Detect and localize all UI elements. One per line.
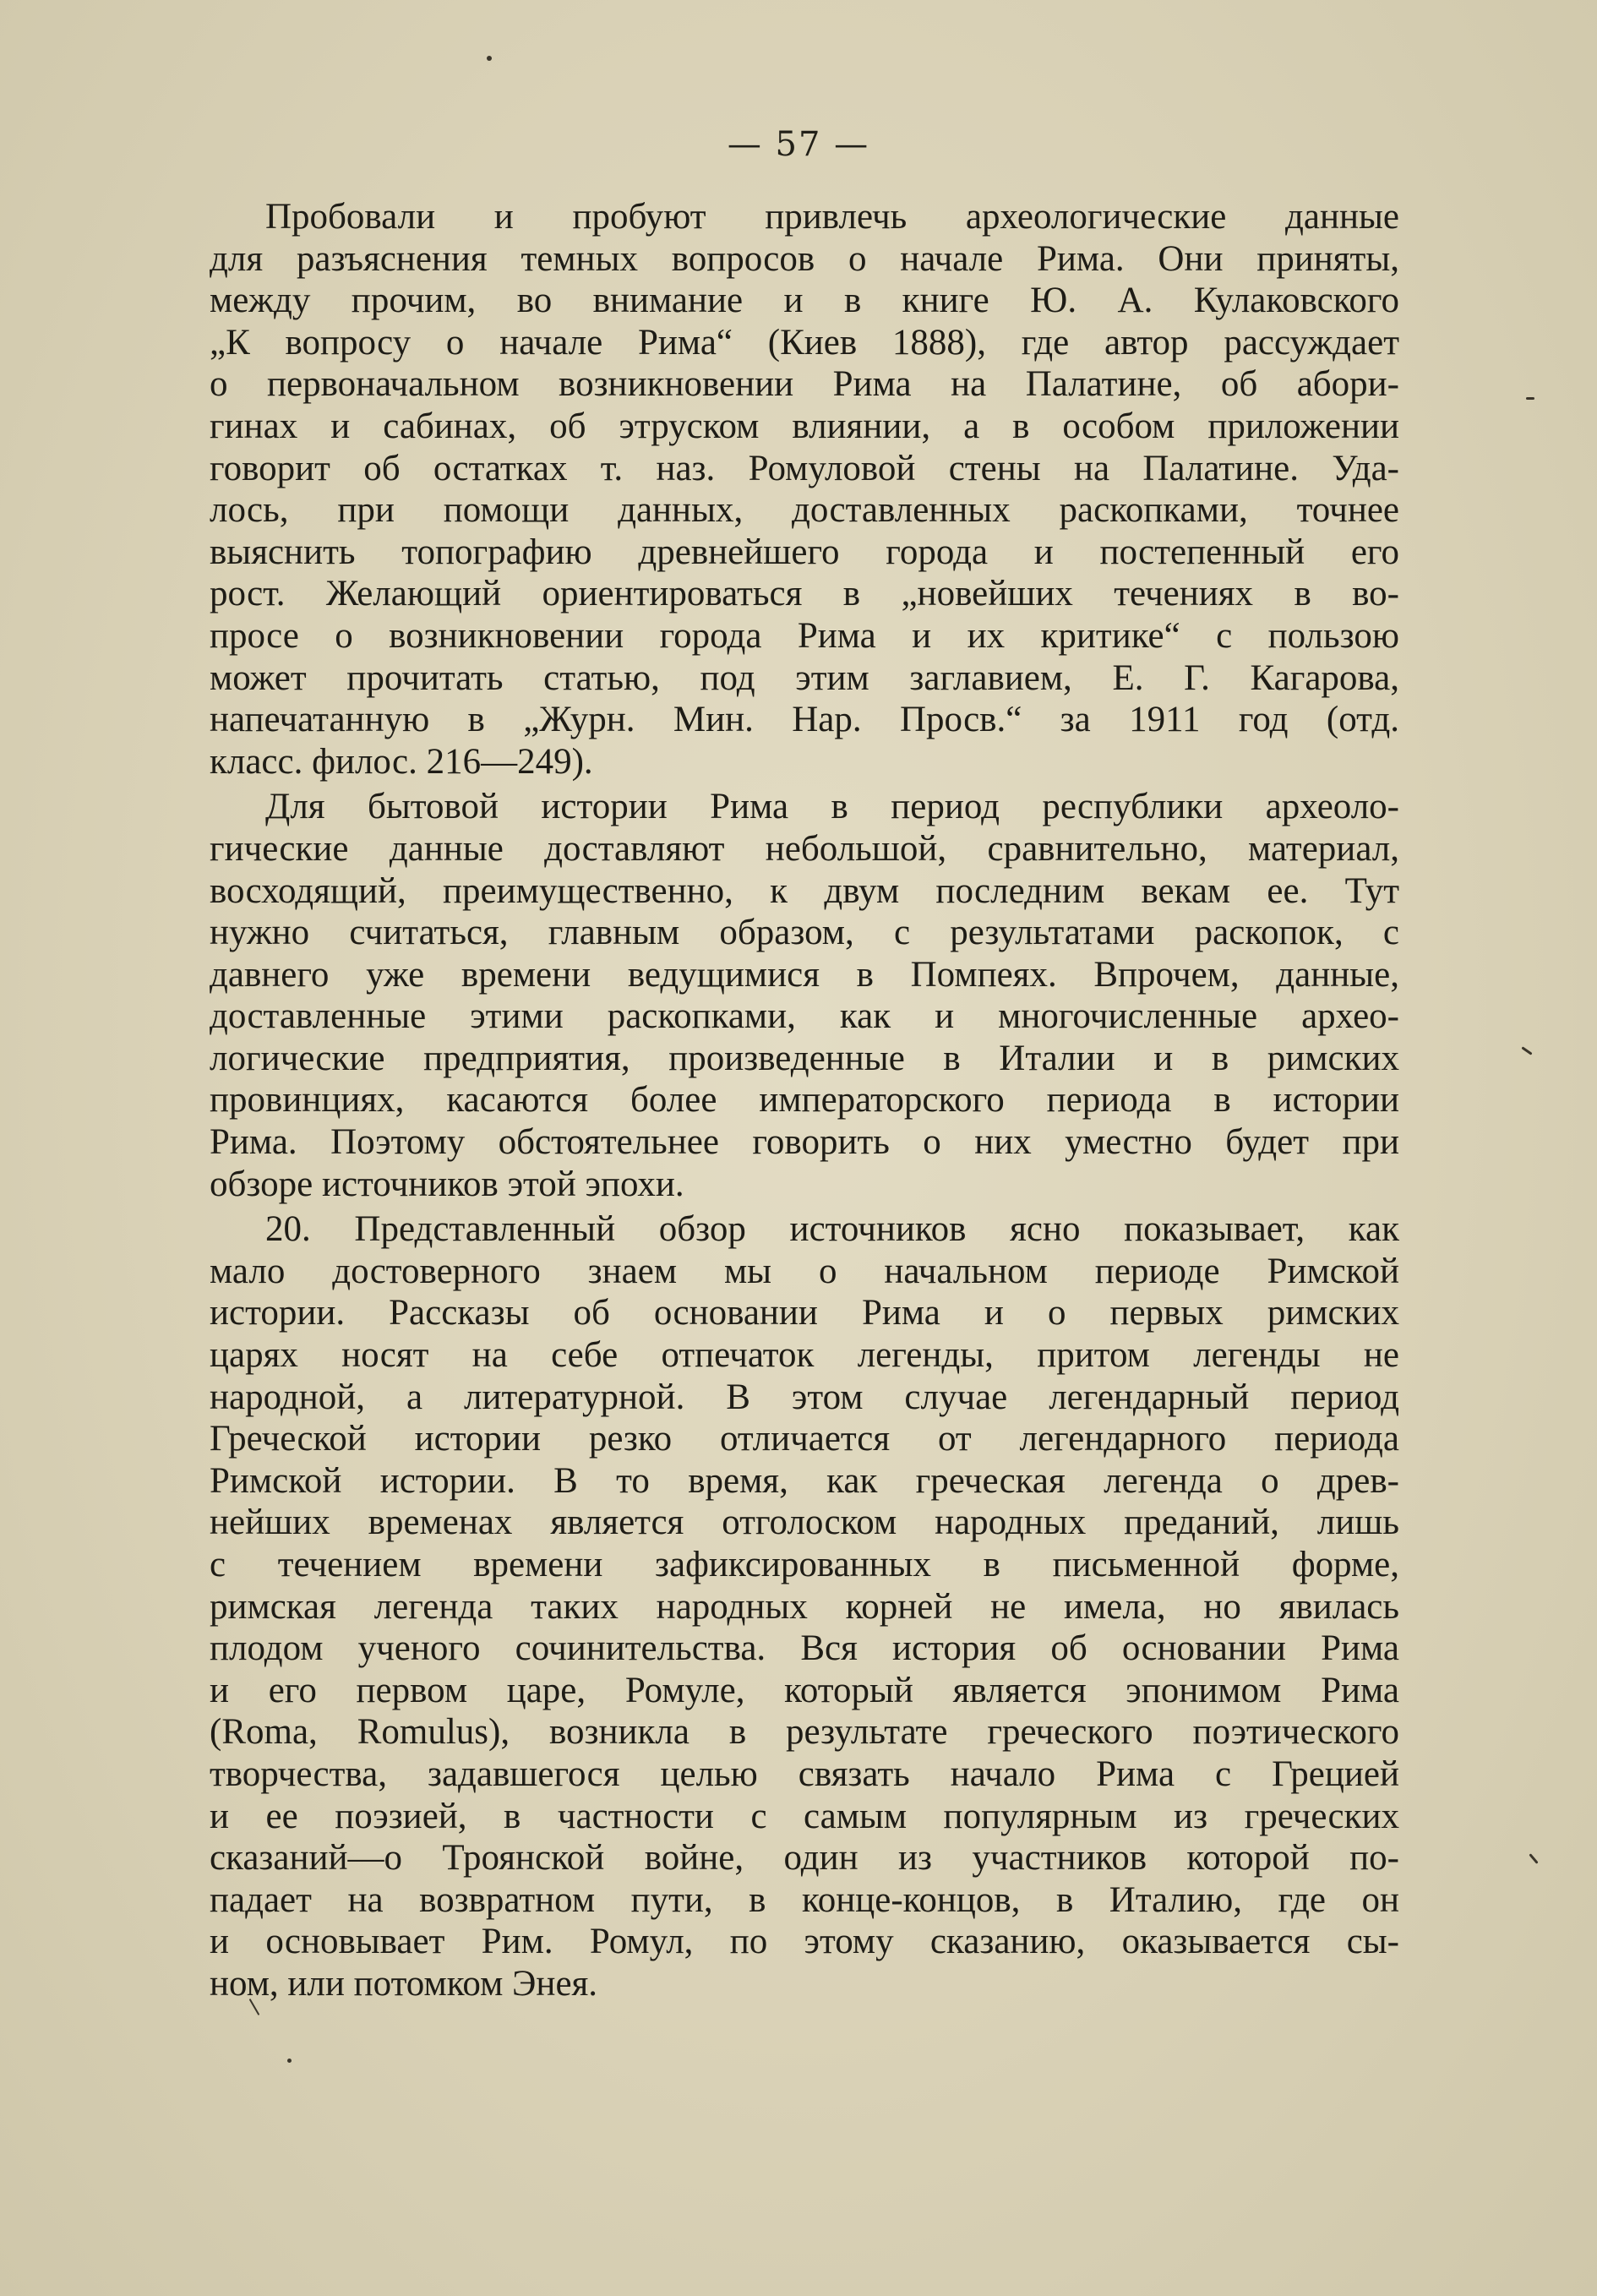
text-line: Для бытовой истории Рима в период республики археоло- [265, 787, 1399, 827]
text-line: доставленные этими раскопками, как и многочисленные архео- [210, 996, 1399, 1037]
text-line: обзоре источников этой эпохи. [210, 1164, 684, 1204]
text-line: нужно считаться, главным образом, с результатами раскопок, с [210, 913, 1399, 953]
text-line: провинциях, касаются более императорского периода в истории [210, 1080, 1399, 1121]
text-line: ном, или потомком Энея. [210, 1963, 598, 2004]
text-line: для разъяснения темных вопросов о начале Рима. Они приняты, [210, 238, 1399, 279]
text-line: истории. Рассказы об основании Рима и о первых римских [210, 1293, 1399, 1333]
text-line: рост. Желающий ориентироваться в „новейших течениях в во- [210, 574, 1399, 614]
text-line: восходящий, преимущественно, к двум последним векам ее. Тут [210, 870, 1399, 911]
paper-speck [1529, 1853, 1538, 1864]
text-line: о первоначальном возникновении Рима на Палатине, об абори- [210, 364, 1399, 405]
paper-speck [1521, 1046, 1532, 1055]
text-line: Римской истории. В то время, как греческая легенда о древ- [210, 1460, 1399, 1501]
text-line: мало достоверного знаем мы о начальном периоде Римской [210, 1251, 1399, 1291]
text-line: говорит об остатках т. наз. Ромуловой стены на Палатине. Уда- [210, 448, 1399, 488]
text-line: и основывает Рим. Ромул, по этому сказанию, оказывается сы- [210, 1922, 1399, 1962]
text-line: может прочитать статью, под этим заглавием, Е. Г. Кагарова, [210, 657, 1399, 698]
text-line: класс. филос. 216—249). [210, 741, 593, 782]
text-line: Греческой истории резко отличается от легендарного периода [210, 1419, 1399, 1459]
text-line: падает на возвратном пути, в конце-концов, в Италию, где он [210, 1879, 1399, 1920]
text-line: царях носят на себе отпечаток легенды, притом легенды не [210, 1335, 1399, 1376]
paper-speck [1526, 397, 1534, 400]
text-line: Рима. Поэтому обстоятельнее говорить о них уместно будет при [210, 1122, 1399, 1163]
text-line: 20. Представленный обзор источников ясно показывает, как [265, 1209, 1399, 1250]
text-line: Пробовали и пробуют привлечь археологические данные [265, 197, 1399, 237]
text-line: просе о возникновении города Рима и их критике“ с пользою [210, 615, 1399, 656]
text-line: „К вопросу о начале Рима“ (Киев 1888), где автор рассуждает [210, 322, 1399, 363]
paragraph-section-20 [210, 1208, 1399, 2004]
text-line: римская легенда таких народных корней не имела, но явилась [210, 1586, 1399, 1627]
text-line: гические данные доставляют небольшой, сравнительно, материал, [210, 828, 1399, 869]
paper-speck [287, 2059, 292, 2063]
text-line: и ее поэзией, в частности с самым популярным из греческих [210, 1796, 1399, 1836]
text-line: народной, а литературной. В этом случае легендарный период [210, 1377, 1399, 1417]
paper-speck [487, 56, 492, 61]
page-number: — 57 — [727, 125, 870, 164]
text-line: плодом ученого сочинительства. Вся история об основании Рима [210, 1628, 1399, 1669]
text-line: сказаний—о Троянской войне, один из участников которой по- [210, 1838, 1399, 1879]
text-line: (Roma, Romulus), возникла в результате греческого поэтического [210, 1712, 1399, 1753]
text-line: нейших временах является отголоском народных преданий, лишь [210, 1502, 1399, 1543]
text-line: логические предприятия, произведенные в Италии и в римских [210, 1038, 1399, 1078]
paragraph-daily-life [210, 786, 1399, 1205]
text-line: и его первом царе, Ромуле, который является эпонимом Рима [210, 1670, 1399, 1710]
text-line: давнего уже времени ведущимися в Помпеях. Впрочем, данные, [210, 954, 1399, 995]
text-line: гинах и сабинах, об этруском влиянии, а в особом приложении [210, 406, 1399, 446]
text-line: творчества, задавшегося целью связать начало Рима с Грецией [210, 1753, 1399, 1794]
paragraph-archaeology [210, 196, 1399, 783]
text-line: напечатанную в „Журн. Мин. Нар. Просв.“ за 1911 год (отд. [210, 700, 1399, 740]
text-line: выяснить топографию древнейшего города и постепенный его [210, 532, 1399, 572]
text-line: лось, при помощи данных, доставленных раскопками, точнее [210, 490, 1399, 531]
body-text [210, 196, 1399, 2009]
text-line: между прочим, во внимание и в книге Ю. А. Кулаковского [210, 281, 1399, 321]
text-line: с течением времени зафиксированных в письменной форме, [210, 1545, 1399, 1584]
